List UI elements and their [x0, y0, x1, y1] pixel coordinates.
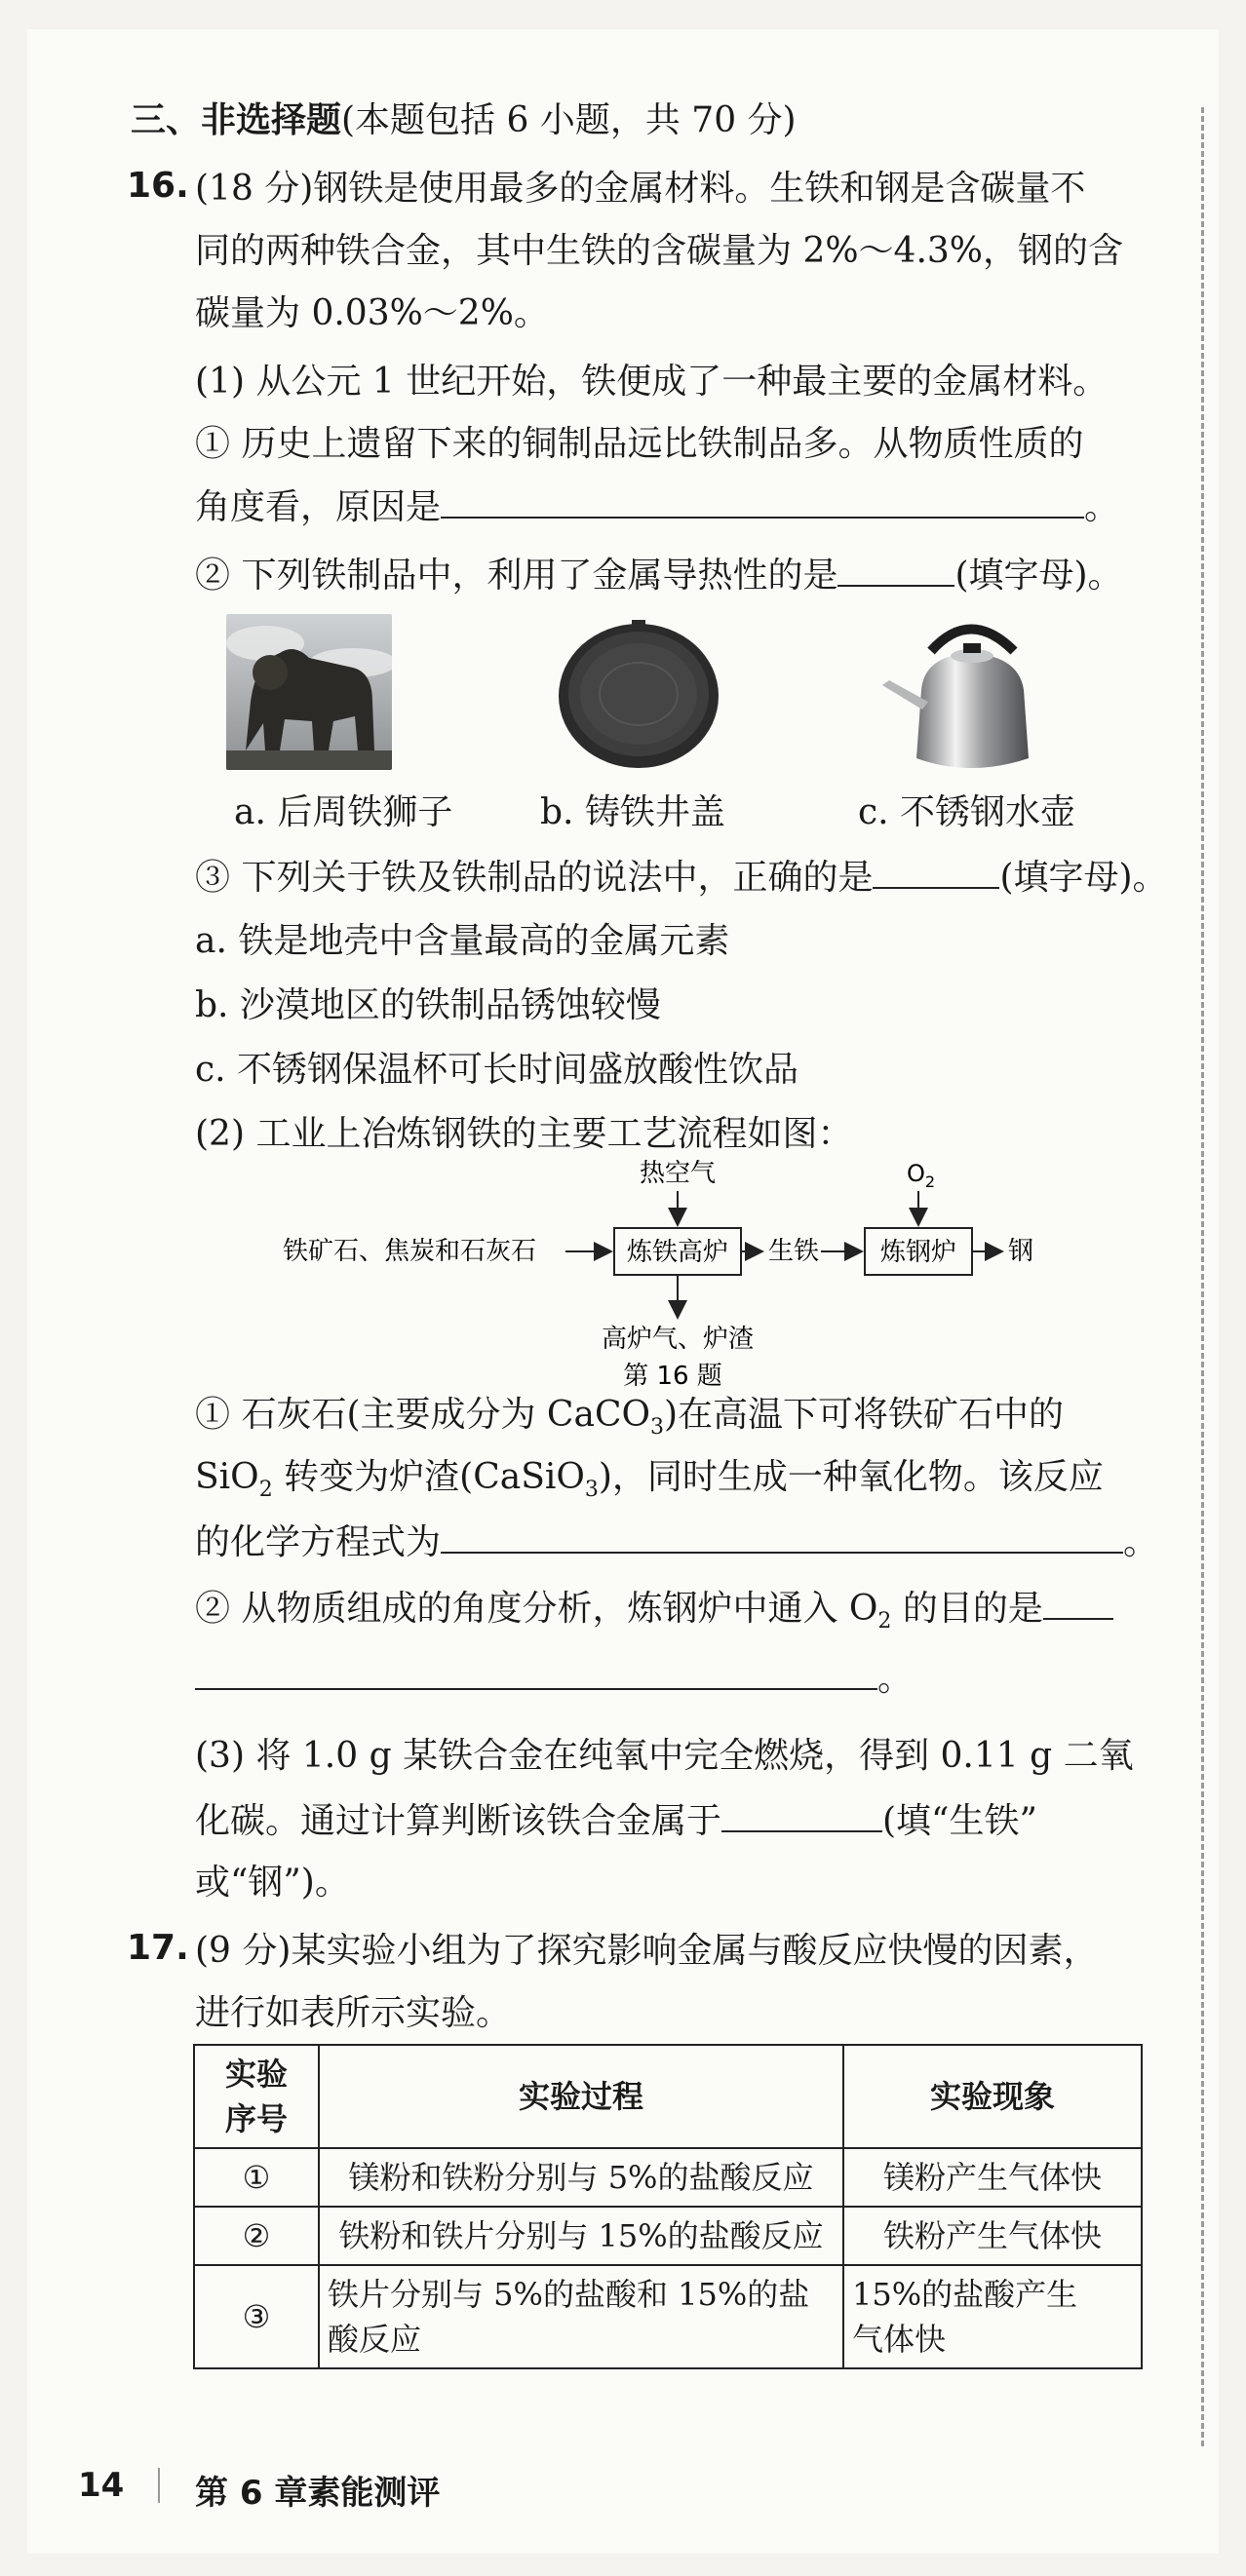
- answer-blank-1-1[interactable]: [441, 483, 1084, 519]
- table-row: [194, 2207, 1142, 2265]
- row-serial: ①: [194, 2148, 319, 2207]
- iron-lion-photo: [226, 614, 392, 770]
- question-16-number: 16.: [127, 166, 189, 206]
- q17-line-1: (9 分)某实验小组为了探究影响金属与酸反应快慢的因素，: [195, 1931, 1099, 1971]
- q16-part1-3-text: ③ 下列关于铁及铁制品的说法中，正确的是: [195, 858, 874, 898]
- row-process: 铁粉和铁片分别与 15%的盐酸反应: [319, 2207, 843, 2265]
- p2-1-text-c: 的化学方程式为: [195, 1522, 442, 1562]
- steel-furnace-label: 炼钢炉: [879, 1238, 957, 1267]
- q16-part3-line2: [195, 1797, 1037, 1845]
- image-caption-b: b. 铸铁井盖: [540, 792, 725, 832]
- header-serial-b: 序号: [224, 2100, 288, 2137]
- sub-3: 3: [650, 1415, 664, 1441]
- option-c: c. 不锈钢保温杯可长时间盛放酸性饮品: [195, 1050, 799, 1090]
- row3-result-a: 15%的盐酸产生: [852, 2276, 1078, 2313]
- image-caption-a: a. 后周铁狮子: [234, 792, 453, 832]
- p2-1-text-a: ① 石灰石(主要成分为 CaCO: [195, 1395, 650, 1435]
- q16-part2-2-line2: [195, 1655, 913, 1703]
- q16-part3-line3: 或“钢”)。: [195, 1863, 350, 1903]
- q16-part1-3-fill-hint: (填字母)。: [999, 858, 1168, 898]
- p3-text: 化碳。通过计算判断该铁合金属于: [195, 1801, 722, 1841]
- answer-blank-2-1[interactable]: [441, 1519, 1123, 1554]
- answer-blank-3[interactable]: [721, 1797, 882, 1832]
- q16-part1-1-text: 角度看，原因是: [195, 487, 442, 527]
- experiment-table: [193, 2044, 1143, 2369]
- page-number: 14: [78, 2466, 125, 2505]
- p2-2-text: ② 从物质组成的角度分析，炼钢炉中通入 O: [195, 1589, 878, 1629]
- row-result: [843, 2265, 1142, 2368]
- q16-part1: (1) 从公元 1 世纪开始，铁便成了一种最主要的金属材料。: [195, 362, 1109, 402]
- p2-1-text-a-end: )在高温下可将铁矿石中的: [664, 1395, 1065, 1435]
- row3-result-b: 气体快: [852, 2321, 947, 2358]
- row-process: [319, 2265, 843, 2368]
- q16-part1-2: [195, 552, 1123, 599]
- pig-iron-label: 生铁: [768, 1237, 820, 1266]
- q16-part2-1-line1: [195, 1392, 1064, 1451]
- flow-input-label: 铁矿石、焦炭和石灰石: [283, 1237, 537, 1266]
- row-serial: ②: [194, 2207, 319, 2265]
- q16-intro-line-3: 碳量为 0.03%～2%。: [195, 293, 549, 333]
- table-row: [194, 2265, 1142, 2368]
- header-process: 实验过程: [319, 2045, 843, 2148]
- row-process: 镁粉和铁粉分别与 5%的盐酸反应: [319, 2148, 843, 2207]
- q16-part3-line1: (3) 将 1.0 g 某铁合金在纯氧中完全燃烧，得到 0.11 g 二氧: [195, 1736, 1134, 1776]
- row-serial: ③: [194, 2265, 319, 2368]
- period: 。: [1123, 1522, 1159, 1562]
- q16-intro-line-1: (18 分)钢铁是使用最多的金属材料。生铁和钢是含碳量不: [195, 169, 1086, 209]
- row3-process-a: 铁片分别与 5%的盐酸和 15%的盐: [328, 2276, 810, 2313]
- sub-2b: 2: [877, 1609, 892, 1634]
- binding-dashed-line: [1201, 107, 1204, 2446]
- q16-part1-3: [195, 854, 1168, 902]
- header-serial-a: 实验: [224, 2056, 288, 2093]
- table-header-row: [194, 2045, 1142, 2148]
- image-caption-c: c. 不锈钢水壶: [858, 792, 1076, 832]
- q16-intro-line-2: 同的两种铁合金，其中生铁的含碳量为 2%～4.3%，钢的含: [195, 231, 1124, 271]
- footer-divider: [158, 2468, 160, 2503]
- header-serial: [194, 2045, 319, 2148]
- q16-part2: (2) 工业上冶炼钢铁的主要工艺流程如图：: [195, 1114, 853, 1154]
- sub-3b: 3: [584, 1478, 599, 1503]
- o2-label: $O_2$: [907, 1160, 936, 1191]
- section-title-text: 三、非选择题: [131, 100, 342, 140]
- row-result: 铁粉产生气体快: [843, 2207, 1142, 2265]
- table-row: [194, 2148, 1142, 2207]
- row3-process-b: 酸反应: [328, 2321, 422, 2358]
- q16-part2-2-line1: [195, 1585, 1113, 1645]
- row-result: 镁粉产生气体快: [843, 2148, 1142, 2207]
- header-result: 实验现象: [843, 2045, 1142, 2148]
- process-flow-diagram: [283, 1160, 1102, 1413]
- p2-1-text-b3: )，同时生成一种氧化物。该反应: [598, 1457, 1104, 1497]
- section-subtitle: (本题包括 6 小题，共 70 分): [341, 100, 797, 140]
- q16-part1-2-text: ② 下列铁制品中，利用了金属导热性的是: [195, 556, 838, 596]
- hot-air-label: 热空气: [639, 1160, 717, 1188]
- q17-line-2: 进行如表所示实验。: [195, 1993, 512, 2033]
- answer-blank-1-2[interactable]: [837, 552, 954, 587]
- option-b: b. 沙漠地区的铁制品锈蚀较慢: [195, 985, 661, 1025]
- steel-label: 钢: [1008, 1237, 1034, 1266]
- q16-part2-1-line3: [195, 1519, 1158, 1566]
- q16-part1-1-line1: ① 历史上遗留下来的铜制品远比铁制品多。从物质性质的: [195, 424, 1084, 464]
- sio2-text: SiO: [195, 1457, 259, 1497]
- question-17-number: 17.: [127, 1928, 189, 1968]
- p3-fill-hint: (填“生铁”: [882, 1801, 1037, 1841]
- q16-part2-1-line2: [195, 1454, 1104, 1514]
- q16-part1-2-fill-hint: (填字母)。: [954, 556, 1123, 596]
- option-a: a. 铁是地壳中含量最高的金属元素: [195, 921, 730, 961]
- byproduct-label: 高炉气、炉渣: [601, 1325, 755, 1354]
- q16-part1-1-line2: [195, 483, 1119, 531]
- answer-blank-2-2a[interactable]: [1043, 1585, 1113, 1620]
- period: 。: [877, 1659, 914, 1699]
- manhole-cover-photo: [556, 616, 721, 772]
- period: 。: [1084, 487, 1120, 527]
- p2-2-text-end: 的目的是: [891, 1589, 1043, 1629]
- stainless-kettle-photo: [877, 612, 1063, 778]
- sub-2: 2: [258, 1478, 273, 1503]
- p2-1-text-b2: 转变为炉渣(CaSiO: [272, 1457, 585, 1497]
- answer-blank-1-3[interactable]: [873, 854, 999, 889]
- answer-blank-2-2b[interactable]: [195, 1655, 877, 1690]
- chapter-title: 第 6 章素能测评: [195, 2474, 441, 2513]
- section-title: [131, 97, 797, 144]
- figure-caption: 第 16 题: [623, 1362, 722, 1391]
- blast-furnace-label: 炼铁高炉: [626, 1238, 729, 1267]
